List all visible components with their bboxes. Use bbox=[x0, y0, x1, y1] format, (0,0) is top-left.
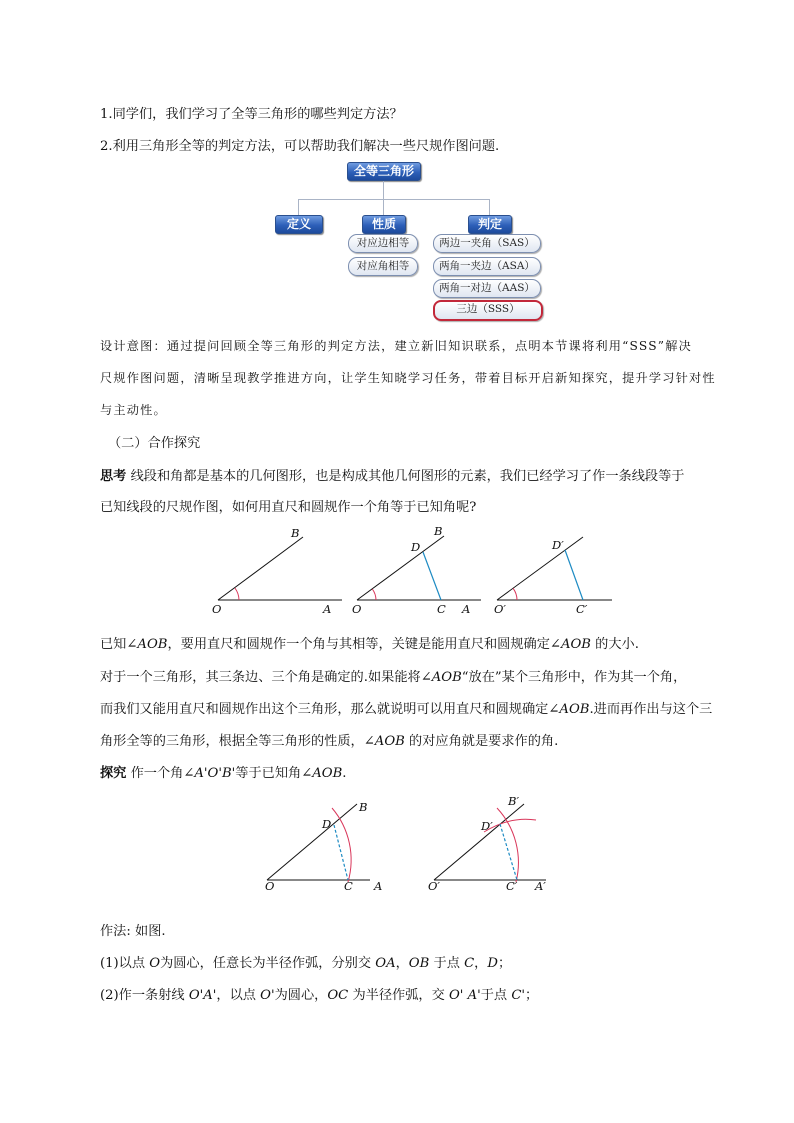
text-run: 等于已知角 bbox=[235, 766, 302, 781]
point-label: O bbox=[212, 602, 222, 616]
criteria-item: 两角一对边（AAS） bbox=[433, 279, 541, 298]
analysis-line-2 bbox=[100, 698, 712, 717]
compass-arc bbox=[332, 808, 351, 882]
text-run: 于点 bbox=[429, 956, 465, 971]
math-var: O' bbox=[260, 988, 275, 1003]
point-label: B bbox=[291, 526, 300, 540]
figure-construction bbox=[0, 790, 794, 900]
analysis-line-3 bbox=[100, 730, 558, 749]
math-var: O'A' bbox=[188, 988, 217, 1003]
text-run: ， bbox=[474, 956, 488, 971]
criteria-item-highlighted: 三边（SSS） bbox=[433, 300, 543, 321]
design-note-line: 与主动性。 bbox=[100, 403, 167, 417]
text-run: 对于一个三角形，其三条边、三个角是确定的.如果能将 bbox=[100, 670, 421, 685]
segment-dc bbox=[565, 550, 583, 600]
text-run: 为圆心， bbox=[274, 988, 328, 1003]
design-note-line: 设计意图：通过提问回顾全等三角形的判定方法，建立新旧知识联系，点明本节课将利用“SSS”解决 bbox=[100, 339, 692, 353]
math-var: OB bbox=[408, 956, 430, 971]
point-label: O′ bbox=[494, 602, 507, 616]
text-run: . bbox=[342, 766, 347, 781]
criteria-item: 两边一夹角（SAS） bbox=[433, 234, 541, 253]
text-run: 已知 bbox=[100, 637, 127, 652]
text-run: 作一个角 bbox=[126, 766, 184, 781]
explore-label: 探究 bbox=[100, 766, 127, 781]
method-title: 作法: 如图. bbox=[100, 924, 166, 939]
point-label: A bbox=[374, 879, 383, 893]
compass-arc bbox=[497, 808, 518, 882]
math-var: OC bbox=[327, 988, 349, 1003]
figure-1c bbox=[494, 537, 612, 616]
text-run: ，要用直尺和圆规作一个角与其相等，关键是能用直尺和圆规确定 bbox=[167, 637, 550, 652]
math-var: OA bbox=[375, 956, 396, 971]
point-label: D bbox=[322, 817, 332, 831]
point-label: A bbox=[323, 602, 332, 616]
text-run: 为圆心，任意长为半径作弧，分别交 bbox=[160, 956, 376, 971]
figure-1b bbox=[352, 524, 481, 616]
intro-question-2: 2.利用三角形全等的判定方法，可以帮助我们解决一些尺规作图问题. bbox=[100, 139, 500, 154]
figure-1a bbox=[212, 526, 342, 616]
angle-symbol: ∠AOB bbox=[301, 766, 343, 781]
angle-symbol: ∠A'O'B' bbox=[183, 766, 236, 781]
figure-2a bbox=[265, 800, 382, 893]
connector bbox=[383, 181, 384, 199]
dashed-segment bbox=[500, 824, 517, 880]
text-run: 的大小. bbox=[590, 637, 639, 652]
point-label: B bbox=[434, 524, 443, 538]
point-label: B′ bbox=[508, 794, 520, 808]
property-box: 性质 bbox=[362, 215, 406, 234]
text-run: (2)作一条射线 bbox=[100, 988, 189, 1003]
point-label: C bbox=[344, 879, 353, 893]
connector bbox=[383, 199, 384, 215]
text-run: ； bbox=[497, 956, 512, 971]
angle-symbol: ∠AOB bbox=[549, 637, 591, 652]
concept-root-box: 全等三角形 bbox=[347, 162, 421, 181]
design-note-line: 尺规作图问题，清晰呈现教学推进方向，让学生知晓学习任务，带着目标开启新知探究，提升学习针对性 bbox=[100, 371, 716, 385]
think-label: 思考 bbox=[100, 469, 127, 484]
point-label: B bbox=[359, 800, 368, 814]
math-var: O bbox=[149, 956, 161, 971]
point-label: D bbox=[411, 540, 421, 554]
think-text: 线段和角都是基本的几何图形，也是构成其他几何图形的元素，我们已经学习了作一条线段等于 bbox=[130, 469, 685, 484]
point-label: C bbox=[437, 602, 446, 616]
point-label: C′ bbox=[506, 879, 518, 893]
point-label: A bbox=[462, 602, 471, 616]
angle-symbol: ∠AOB bbox=[420, 670, 462, 685]
point-label: C′ bbox=[576, 602, 588, 616]
text-run: ， bbox=[395, 956, 409, 971]
connector bbox=[489, 199, 490, 215]
section-title: （二）合作探究 bbox=[108, 436, 201, 451]
think-paragraph bbox=[100, 465, 684, 484]
property-item: 对应角相等 bbox=[348, 257, 418, 276]
point-label: O bbox=[265, 879, 275, 893]
intro-question-1: 1.同学们，我们学习了全等三角形的哪些判定方法？ bbox=[100, 107, 403, 122]
criteria-box: 判定 bbox=[468, 215, 512, 234]
connector bbox=[298, 199, 490, 200]
text-run: 而我们又能用直尺和圆规作出这个三角形，那么就说明可以用直尺和圆规确定 bbox=[100, 702, 549, 717]
text-run: ，以点 bbox=[216, 988, 261, 1003]
text-run: 的对应角就是要求作的角. bbox=[404, 734, 559, 749]
math-var: C' bbox=[511, 988, 526, 1003]
method-step-1 bbox=[100, 952, 511, 971]
figure-2b bbox=[428, 794, 546, 893]
segment-dc bbox=[423, 552, 441, 600]
text-run: “放在”某个三角形中，作为其一个角， bbox=[461, 670, 687, 685]
analysis-line-1 bbox=[100, 666, 686, 685]
point-label: D′ bbox=[552, 538, 564, 552]
point-label: D′ bbox=[481, 819, 493, 833]
angle-symbol: ∠AOB bbox=[363, 734, 405, 749]
method-step-2 bbox=[100, 984, 538, 1003]
definition-box: 定义 bbox=[275, 215, 323, 234]
angle-arc bbox=[235, 588, 239, 600]
text-run: 于点 bbox=[480, 988, 512, 1003]
text-run: 为半径作弧，交 bbox=[348, 988, 449, 1003]
known-paragraph bbox=[100, 633, 639, 652]
point-label: O bbox=[352, 602, 362, 616]
explore-paragraph bbox=[100, 762, 347, 781]
text-run: .进而再作出与这个三 bbox=[589, 702, 713, 717]
text-run: ； bbox=[525, 988, 539, 1003]
property-item: 对应边相等 bbox=[348, 234, 418, 253]
point-label: A′ bbox=[535, 879, 546, 893]
text-run: 角形全等的三角形，根据全等三角形的性质， bbox=[100, 734, 364, 749]
math-var: C bbox=[464, 956, 475, 971]
math-var: O' A' bbox=[448, 988, 481, 1003]
text-run: (1)以点 bbox=[100, 956, 150, 971]
math-var: D bbox=[487, 956, 498, 971]
angle-arc bbox=[372, 589, 376, 600]
point-label: O′ bbox=[428, 879, 441, 893]
criteria-item: 两角一夹边（ASA） bbox=[433, 257, 541, 276]
figure-angle-sequence bbox=[0, 520, 794, 620]
dashed-segment bbox=[334, 825, 348, 880]
angle-symbol: ∠AOB bbox=[548, 702, 590, 717]
think-line-2: 已知线段的尺规作图，如何用直尺和圆规作一个角等于已知角呢? bbox=[100, 500, 477, 515]
connector bbox=[298, 199, 299, 215]
angle-symbol: ∠AOB bbox=[126, 637, 168, 652]
angle-arc bbox=[513, 588, 517, 600]
